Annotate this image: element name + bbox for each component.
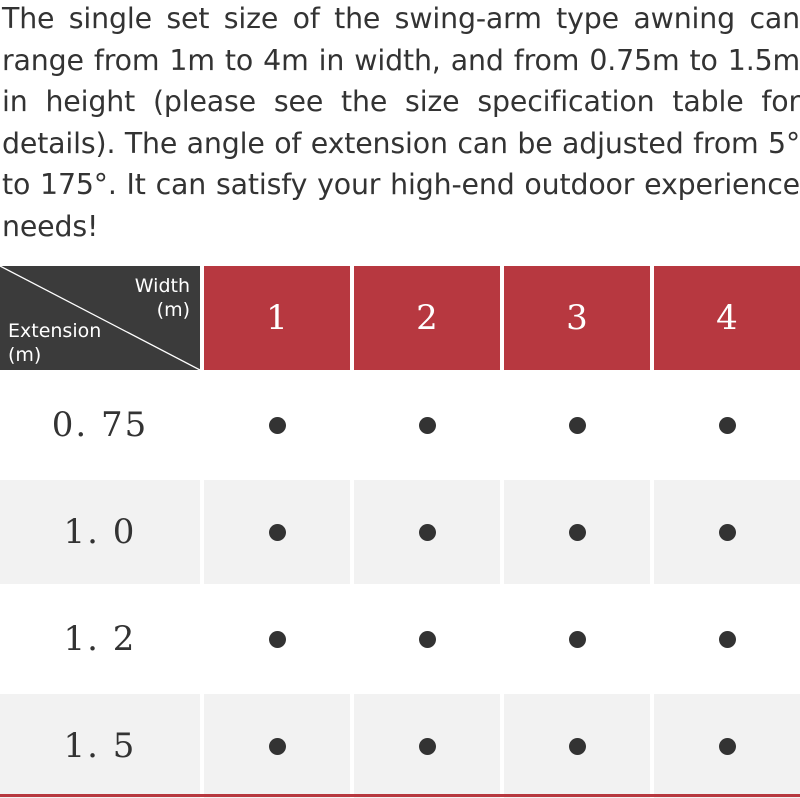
table-row [0,694,800,798]
extension-label: 0. 75 [0,373,200,477]
availability-cell [204,373,350,477]
availability-cell [654,373,800,477]
availability-cell [504,480,650,584]
extension-label: 1. 5 [0,694,200,798]
availability-cell [354,373,500,477]
available-dot-icon [419,417,436,434]
availability-cell [504,694,650,798]
table-row [0,373,800,477]
available-dot-icon [719,631,736,648]
available-dot-icon [419,738,436,755]
available-dot-icon [269,524,286,541]
availability-cell [654,694,800,798]
intro-paragraph: The single set size of the swing-arm type awning can range from 1m to 4m in width, and from 0.75m to 1.5m in height (please see the size specification table for details). The angle of extension can be adjusted from 5° to 175°. It can satisfy your high-end outdoor experience needs! [2,2,800,243]
availability-cell [654,587,800,691]
available-dot-icon [269,631,286,648]
availability-cell [504,373,650,477]
availability-cell [354,480,500,584]
available-dot-icon [569,738,586,755]
available-dot-icon [569,524,586,541]
size-spec-table [0,266,800,798]
width-header-4: 4 [654,266,800,370]
available-dot-icon [269,738,286,755]
corner-header-cell [0,266,200,370]
availability-cell [354,587,500,691]
table-row [0,480,800,584]
available-dot-icon [419,524,436,541]
width-header-3: 3 [504,266,650,370]
available-dot-icon [269,417,286,434]
availability-cell [654,480,800,584]
extension-label: 1. 0 [0,480,200,584]
availability-cell [354,694,500,798]
available-dot-icon [569,631,586,648]
width-unit-label: Width (m) [134,275,190,321]
availability-cell [204,694,350,798]
table-header-row [0,266,800,370]
extension-unit-label: Extension (m) [8,320,102,366]
available-dot-icon [719,738,736,755]
available-dot-icon [719,417,736,434]
width-header-2: 2 [354,266,500,370]
available-dot-icon [569,417,586,434]
extension-label: 1. 2 [0,587,200,691]
availability-cell [204,587,350,691]
table-row [0,587,800,691]
width-header-1: 1 [204,266,350,370]
available-dot-icon [419,631,436,648]
availability-cell [204,480,350,584]
available-dot-icon [719,524,736,541]
availability-cell [504,587,650,691]
